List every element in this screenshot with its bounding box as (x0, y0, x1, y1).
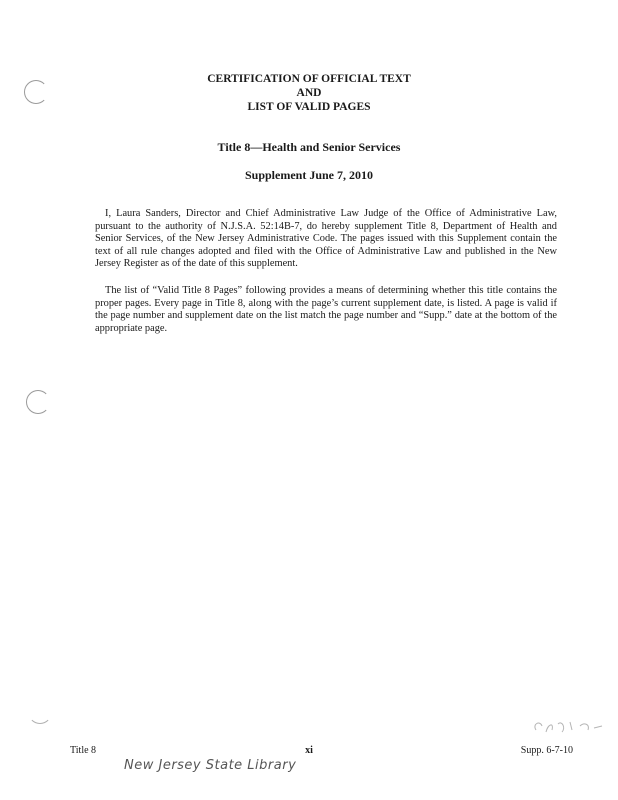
punch-hole-mark (24, 80, 48, 104)
punch-hole-mark (26, 390, 50, 414)
punch-hole-mark (28, 700, 52, 724)
library-stamp: New Jersey State Library (124, 758, 297, 773)
supplement-date-heading: Supplement June 7, 2010 (244, 168, 374, 182)
footer-page-number: xi (305, 745, 313, 756)
footer-supplement-date: Supp. 6-7-10 (520, 745, 573, 756)
certification-paragraph: I, Laura Sanders, Director and Chief Administrative Law Judge of the Office of Administrative Law, pursuant to the authority of N.J.S.A. 52:14B-7, do hereby supplement Title 8, Department of Health and Senior Services, of the New Jersey Administrative Code. The pages issued with this Supplement contain the text of all rule changes adopted and filed with the Office of Administrative Law and published in the New Jersey Register as of the date of this supplement. (95, 208, 557, 270)
heading-line-2: AND (296, 87, 322, 99)
heading-line-3: LIST OF VALID PAGES (247, 101, 371, 113)
heading-line-1: CERTIFICATION OF OFFICIAL TEXT (207, 73, 411, 85)
valid-pages-paragraph: The list of “Valid Title 8 Pages” following provides a means of determining whether this title contains the proper pages. Every page in Title 8, along with the page’s current supplement date, is listed. A page is valid if the page number and supplement date on the list match the page number and “Supp.” date at the bottom of the appropriate page. (95, 285, 557, 334)
title-heading: Title 8—Health and Senior Services (217, 140, 401, 154)
handwritten-initials-mark (528, 710, 608, 740)
footer-title: Title 8 (70, 745, 97, 756)
